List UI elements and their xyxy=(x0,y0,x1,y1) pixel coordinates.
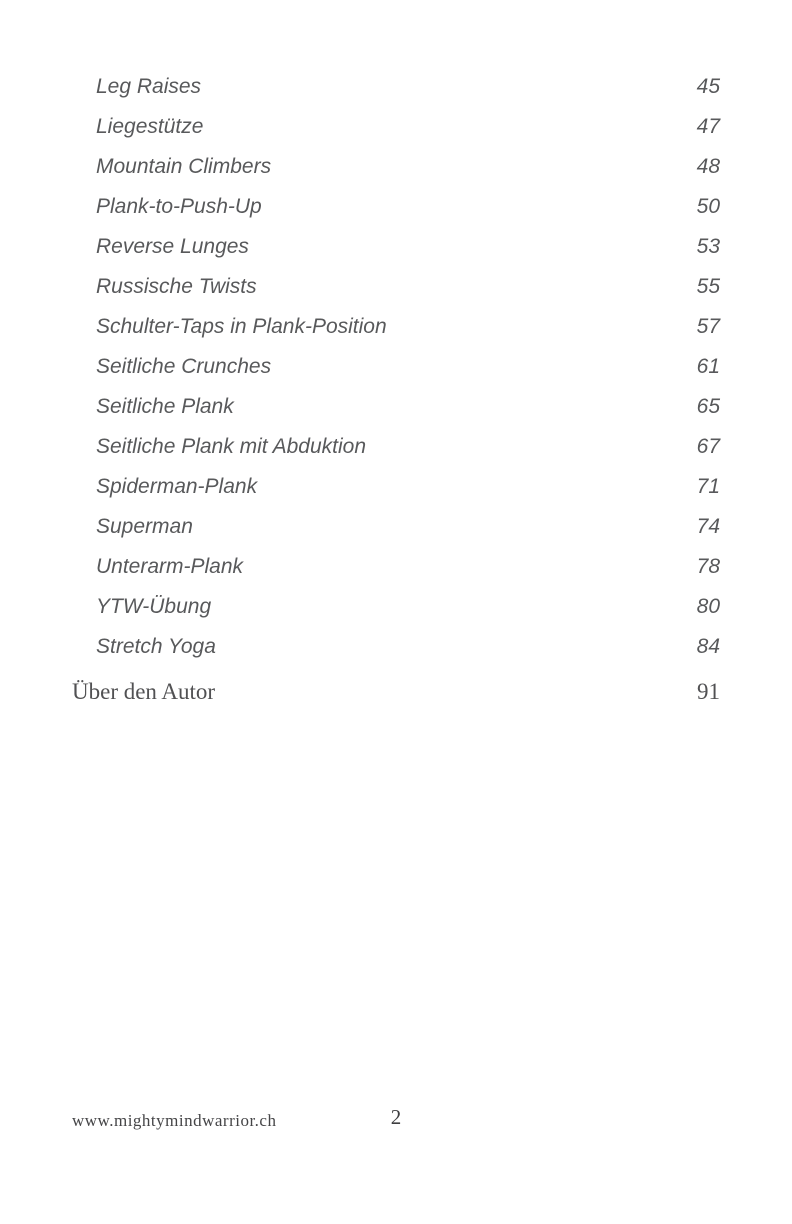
toc-section-label: Über den Autor xyxy=(72,679,216,704)
toc-entry-page-number: 53 xyxy=(696,235,720,258)
toc-entry-row xyxy=(0,347,792,387)
toc-entry-row xyxy=(0,627,792,667)
toc-entry-row xyxy=(0,427,792,467)
toc-entry-label: Leg Raises xyxy=(96,75,202,98)
footer-website-text: www.mightymindwarrior.ch xyxy=(72,1111,277,1130)
toc-entry-page-number: 80 xyxy=(696,595,720,618)
toc-entry-page-number: 74 xyxy=(696,515,720,538)
toc-entry-page-number: 65 xyxy=(696,395,720,418)
toc-entry-page-number: 50 xyxy=(696,195,720,218)
toc-entry-list xyxy=(0,67,792,667)
toc-entry-label: YTW-Übung xyxy=(96,595,212,618)
toc-entry-page-number: 71 xyxy=(696,475,720,498)
toc-section-page-number: 91 xyxy=(697,679,720,704)
toc-entry-label: Spiderman-Plank xyxy=(96,475,258,498)
toc-entry-page-number: 45 xyxy=(696,75,720,98)
toc-entry-label: Reverse Lunges xyxy=(96,235,249,258)
toc-entry-row xyxy=(0,507,792,547)
toc-entry-label: Seitliche Plank xyxy=(96,395,234,418)
toc-entry-row xyxy=(0,547,792,587)
toc-entry-page-number: 78 xyxy=(696,555,720,578)
toc-entry-page-number: 57 xyxy=(696,315,720,338)
toc-entry-label: Seitliche Crunches xyxy=(96,355,272,378)
table-of-contents xyxy=(0,67,792,715)
toc-entry-page-number: 48 xyxy=(696,155,720,178)
toc-entry-row xyxy=(0,187,792,227)
toc-entry-label: Liegestütze xyxy=(96,115,204,138)
toc-entry-page-number: 84 xyxy=(696,635,720,658)
toc-entry-row xyxy=(0,267,792,307)
toc-entry-page-number: 61 xyxy=(696,355,720,378)
toc-entry-label: Mountain Climbers xyxy=(96,155,272,178)
footer-page-number: 2 xyxy=(390,1105,402,1129)
toc-entry-page-number: 67 xyxy=(696,435,720,458)
toc-entry-row xyxy=(0,387,792,427)
toc-entry-label: Stretch Yoga xyxy=(96,635,216,658)
toc-entry-label: Schulter-Taps in Plank-Position xyxy=(96,315,387,338)
toc-entry-page-number: 47 xyxy=(696,115,720,138)
page-footer xyxy=(0,1105,792,1137)
toc-entry-label: Unterarm-Plank xyxy=(96,555,244,578)
toc-entry-label: Seitliche Plank mit Abduktion xyxy=(96,435,367,458)
toc-section-row xyxy=(0,669,792,715)
toc-entry-row xyxy=(0,107,792,147)
toc-entry-row xyxy=(0,227,792,267)
toc-entry-label: Superman xyxy=(96,515,193,538)
toc-entry-row xyxy=(0,67,792,107)
toc-entry-page-number: 55 xyxy=(696,275,720,298)
toc-entry-row xyxy=(0,467,792,507)
toc-entry-label: Russische Twists xyxy=(96,275,257,298)
toc-entry-label: Plank-to-Push-Up xyxy=(96,195,262,218)
toc-entry-row xyxy=(0,147,792,187)
toc-entry-row xyxy=(0,307,792,347)
toc-entry-row xyxy=(0,587,792,627)
